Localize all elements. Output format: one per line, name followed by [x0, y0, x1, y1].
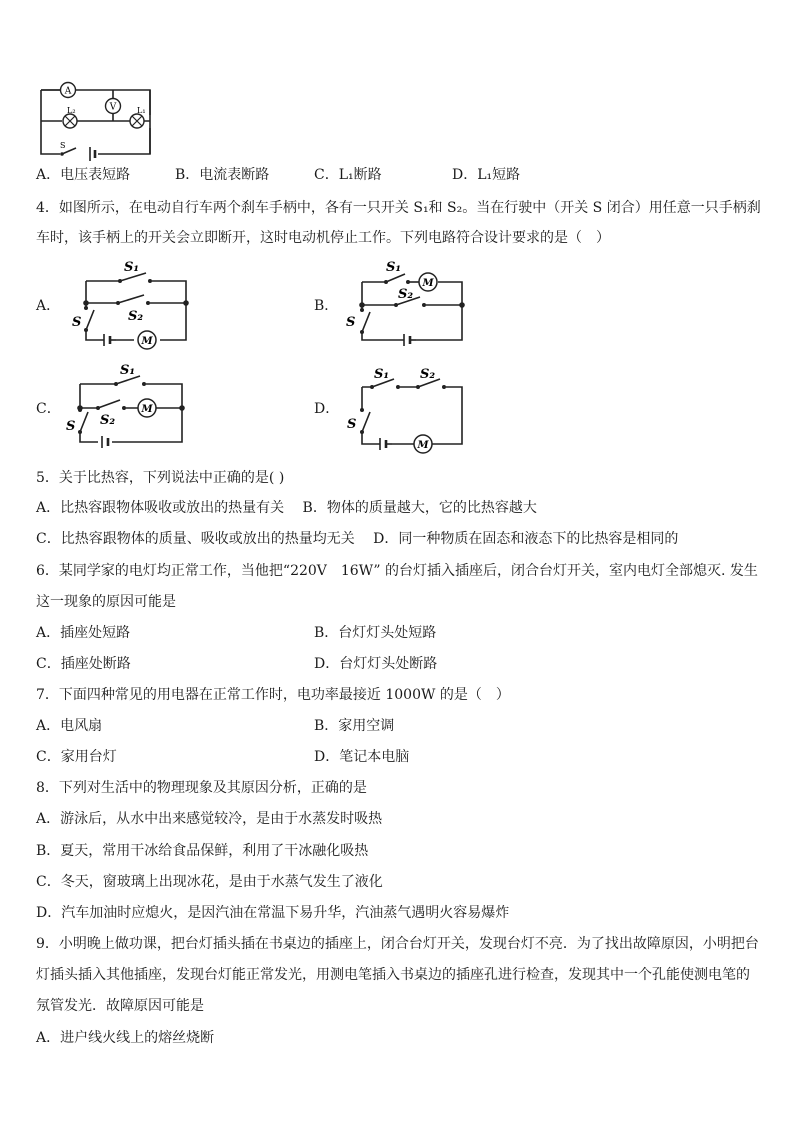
q4-option-b-label[interactable]: B． [314, 298, 339, 314]
q5-options-line1[interactable]: A．比热容跟物体吸收或放出的热量有关 B．物体的质量越大，它的比热容越大 [36, 500, 537, 516]
q8-stem: 8．下列对生活中的物理现象及其原因分析，正确的是 [36, 780, 367, 796]
q4-circuit-d[interactable] [0, 0, 794, 460]
q7-stem: 7．下面四种常见的用电器在正常工作时，电功率最接近 1000W 的是（ ） [36, 687, 510, 703]
q5-stem: 5．关于比热容，下列说法中正确的是( ) [36, 470, 285, 486]
q4d-battery-icon [380, 438, 392, 450]
ammeter-label: A [64, 86, 72, 97]
voltmeter-label: V [109, 102, 117, 113]
q9-stem-line1: 9．小明晚上做功课，把台灯插头插在书桌边的插座上，闭合台灯开关，发现台灯不亮．为了找出故障原因，小明把台 [36, 936, 759, 952]
q3-switch-label: S [60, 141, 66, 150]
q4d-s2-label: S₂ [420, 367, 436, 382]
q8-option-b[interactable]: B．夏天，常用干冰给食品保鲜，利用了干冰融化吸热 [36, 843, 369, 859]
q6-stem-line1: 6．某同学家的电灯均正常工作，当他把“220V 16W” 的台灯插入插座后，闭合台灯开关，室内电灯全部熄灭. 发生 [36, 563, 758, 579]
q4d-switch-s2-icon [416, 367, 446, 389]
q9-stem-line2: 灯插头插入其他插座，发现台灯能正常发光，用测电笔插入书桌边的插座孔进行检查，发现其中一个孔能使测电笔的 [36, 967, 750, 983]
q4c-motor-label: M [141, 404, 153, 415]
q6-option-c[interactable]: C．插座处断路 [36, 656, 131, 672]
q4-stem-line1: 4．如图所示，在电动自行车两个刹车手柄中，各有一只开关 S₁和 S₂。当在行驶中（开关 S 闭合）用任意一只手柄刹 [36, 200, 761, 216]
q4b-s-label: S [346, 315, 356, 330]
q4d-s1-label: S₁ [374, 367, 390, 382]
q7-option-a[interactable]: A．电风扇 [36, 718, 103, 734]
q4a-motor-label: M [141, 336, 153, 347]
q6-option-b[interactable]: B．台灯灯头处短路 [314, 625, 437, 641]
lamp-l1-label: L₁ [137, 106, 146, 115]
q4-option-c-label[interactable]: C． [36, 401, 61, 417]
q9-stem-line3: 氖管发光．故障原因可能是 [36, 998, 204, 1014]
q3-option-c[interactable]: C．L₁断路 [314, 167, 382, 183]
q4b-s1-label: S₁ [386, 260, 402, 275]
q4a-s2-label: S₂ [128, 309, 144, 324]
q4c-s-label: S [66, 419, 76, 434]
q4-option-a-label[interactable]: A． [36, 298, 61, 314]
q4d-motor-label: M [417, 440, 429, 451]
q8-option-c[interactable]: C．冬天，窗玻璃上出现冰花，是由于水蒸气发生了液化 [36, 874, 383, 890]
lamp-l2-label: L₂ [67, 106, 76, 115]
q4d-switch-s-icon [347, 408, 370, 434]
q7-option-c[interactable]: C．家用台灯 [36, 749, 117, 765]
q4c-s2-label: S₂ [100, 413, 116, 428]
q4a-s1-label: S₁ [124, 260, 140, 275]
q4a-s-label: S [72, 315, 82, 330]
q4-stem-line2: 车时，该手柄上的开关会立即断开，这时电动机停止工作。下列电路符合设计要求的是（ ） [36, 230, 610, 246]
q5-options-line2[interactable]: C．比热容跟物体的质量、吸收或放出的热量均无关 D．同一种物质在固态和液态下的比热容是相同的 [36, 531, 679, 547]
q4d-motor-icon [414, 435, 432, 453]
q7-option-d[interactable]: D．笔记本电脑 [314, 749, 410, 765]
q8-option-d[interactable]: D．汽车加油时应熄火，是因汽油在常温下易升华，汽油蒸气遇明火容易爆炸 [36, 905, 510, 921]
q3-option-a[interactable]: A．电压表短路 [36, 167, 131, 183]
q6-stem-line2: 这一现象的原因可能是 [36, 594, 176, 610]
q4d-switch-s1-icon [370, 367, 400, 389]
q4c-s1-label: S₁ [120, 363, 136, 378]
q6-option-a[interactable]: A．插座处短路 [36, 625, 131, 641]
q4-option-d-label[interactable]: D． [314, 401, 340, 417]
q3-option-b[interactable]: B．电流表断路 [175, 167, 270, 183]
q7-option-b[interactable]: B．家用空调 [314, 718, 395, 734]
q3-option-d[interactable]: D．L₁短路 [452, 167, 521, 183]
q4b-motor-label: M [422, 278, 434, 289]
q8-option-a[interactable]: A．游泳后，从水中出来感觉较冷，是由于水蒸发时吸热 [36, 811, 383, 827]
q9-option-a[interactable]: A．进户线火线上的熔丝烧断 [36, 1030, 215, 1046]
q4b-s2-label: S₂ [398, 287, 414, 302]
q4d-s-label: S [347, 417, 357, 432]
q6-option-d[interactable]: D．台灯灯头处断路 [314, 656, 438, 672]
